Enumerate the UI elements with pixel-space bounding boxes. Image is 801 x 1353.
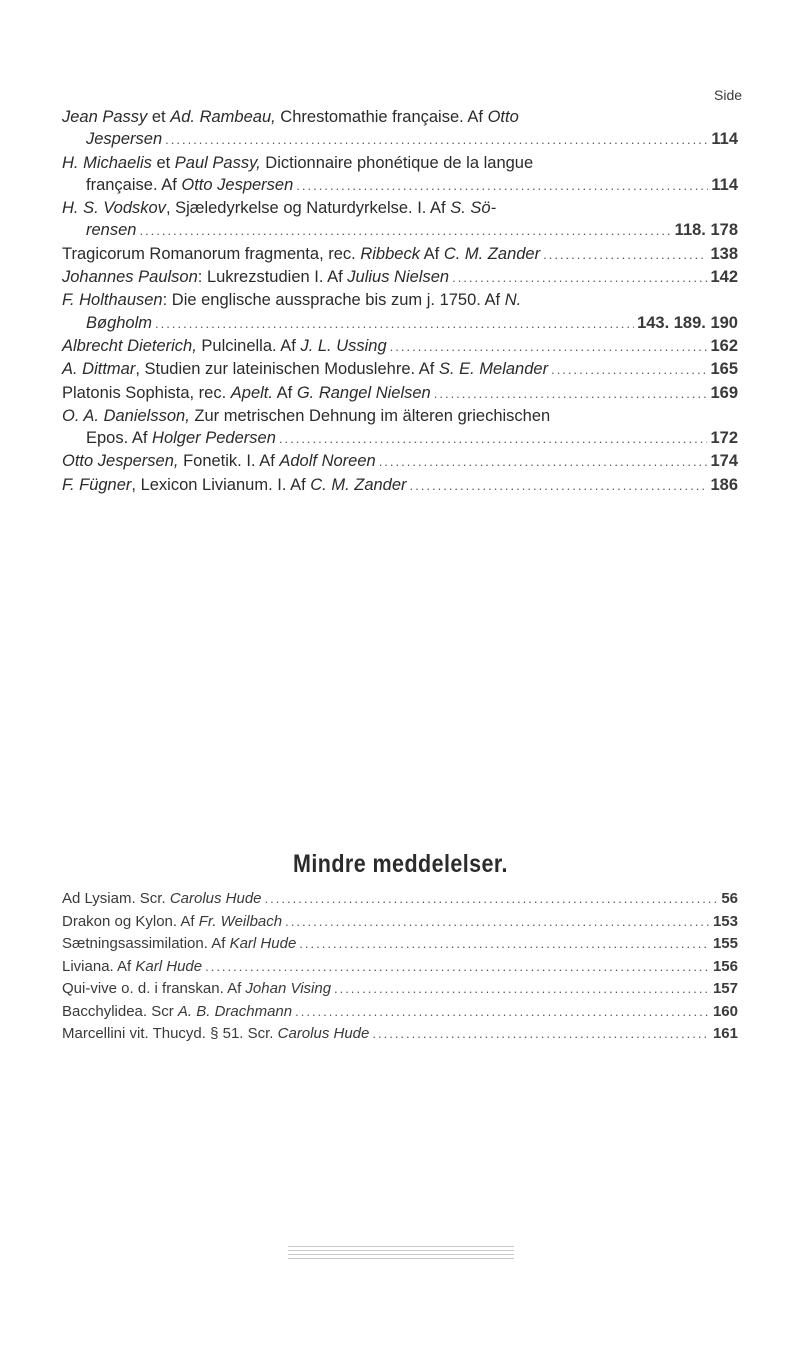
entry-line — [62, 405, 738, 427]
entry-line — [62, 243, 738, 266]
entry-line — [62, 933, 738, 956]
entry-text — [62, 266, 449, 288]
entry-text — [62, 450, 376, 472]
page-number: 143. 189. 190 — [637, 313, 738, 332]
entry-text — [62, 106, 519, 128]
toc-entry — [62, 382, 738, 405]
author-name: Otto — [487, 108, 519, 126]
leader-dots — [452, 267, 707, 289]
title-text: Af — [419, 244, 444, 263]
entry-text — [62, 474, 407, 496]
entry-text — [62, 335, 387, 357]
entry-text — [62, 243, 540, 265]
toc-entry — [62, 911, 738, 934]
entry-text — [62, 933, 296, 956]
author-name: Karl Hude — [229, 935, 297, 952]
author-name: G. Rangel Nielsen — [296, 383, 431, 402]
entry-line — [62, 427, 738, 450]
entry-line — [62, 335, 738, 358]
leader-dots — [265, 888, 719, 911]
author-name: Ad. Rambeau, — [170, 108, 276, 126]
toc-entry — [62, 450, 738, 473]
leader-dots — [434, 383, 708, 405]
leader-dots — [372, 1023, 710, 1046]
author-name: A. Dittmar — [62, 360, 136, 379]
page-number: 153 — [712, 912, 738, 930]
title-text: française. Af — [86, 175, 182, 194]
table-of-contents — [62, 106, 738, 497]
author-name: A. B. Drachmann — [177, 1002, 293, 1020]
entry-line — [62, 174, 738, 197]
entry-text — [62, 289, 521, 311]
toc-entry — [62, 1001, 738, 1024]
author-name: C. M. Zander — [443, 244, 541, 263]
toc-entry — [62, 1023, 738, 1046]
toc-entry — [62, 956, 738, 979]
entry-text — [62, 197, 496, 219]
toc-entry — [62, 106, 738, 152]
page-number: 162 — [710, 336, 738, 355]
leader-dots — [390, 336, 708, 358]
title-text: Platonis Sophista, rec. — [62, 383, 231, 402]
entry-text — [86, 174, 293, 196]
title-text: Chrestomathie française. Af — [275, 108, 488, 126]
entry-line — [62, 358, 738, 381]
author-name: Johannes Paulson — [62, 268, 198, 287]
leader-dots — [285, 911, 710, 934]
divider-rule — [288, 1250, 514, 1251]
entry-line — [62, 1001, 738, 1024]
entry-text — [62, 358, 548, 380]
page-number: 118. 178 — [674, 221, 738, 240]
leader-dots — [295, 1001, 710, 1024]
entry-text — [62, 405, 550, 427]
entry-text — [62, 956, 202, 979]
entry-text — [62, 978, 331, 1001]
entry-text — [86, 128, 162, 150]
author-name: Ribbeck — [360, 244, 420, 263]
leader-dots — [334, 978, 710, 1001]
page-number: 142 — [710, 268, 738, 287]
title-text: Bacchylidea. Scr — [62, 1002, 178, 1020]
leader-dots — [296, 175, 708, 197]
author-name: rensen — [86, 221, 137, 240]
title-text: Liviana. Af — [62, 957, 136, 975]
page-number: 161 — [712, 1025, 738, 1042]
author-name: F. Fügner — [62, 475, 132, 494]
author-name: Holger Pedersen — [152, 429, 276, 448]
section-title-minor: Mindre meddelelser. — [293, 850, 508, 878]
author-name: C. M. Zander — [310, 475, 407, 494]
entry-line — [62, 128, 738, 151]
divider-rule — [288, 1258, 514, 1259]
author-name: O. A. Danielsson, — [62, 406, 190, 425]
entry-line — [62, 266, 738, 289]
leader-dots — [139, 220, 671, 242]
page-number: 114 — [711, 175, 738, 194]
minor-contributions-list — [62, 888, 738, 1046]
toc-entry — [62, 197, 738, 243]
title-text: Ad Lysiam. Scr. — [62, 890, 170, 907]
entry-text — [86, 312, 152, 334]
leader-dots — [165, 129, 708, 151]
page-column-label: Side — [714, 87, 743, 103]
title-text: Dictionnaire phonétique de la langue — [260, 153, 534, 172]
leader-dots — [299, 933, 710, 956]
page-number: 160 — [712, 1002, 738, 1020]
title-text: Pulcinella. Af — [196, 336, 301, 355]
author-name: J. L. Ussing — [300, 336, 387, 355]
toc-entry — [62, 266, 738, 289]
leader-dots — [205, 956, 710, 979]
toc-entry — [62, 933, 738, 956]
toc-entry — [62, 474, 738, 497]
author-name: Otto Jespersen, — [62, 452, 179, 471]
leader-dots — [379, 451, 708, 473]
leader-dots — [543, 244, 707, 266]
author-name: Karl Hude — [135, 957, 203, 975]
title-text: Drakon og Kylon. Af — [62, 912, 199, 930]
author-name: H. S. Vodskov — [62, 199, 166, 218]
page-number: 186 — [710, 475, 738, 494]
author-name: N. — [504, 291, 522, 310]
entry-text — [62, 911, 282, 934]
author-name: Fr. Weilbach — [198, 912, 283, 930]
page-number: 174 — [710, 452, 738, 471]
page-number: 114 — [711, 130, 738, 149]
toc-entry — [62, 152, 738, 198]
author-name: F. Holthausen — [62, 291, 163, 310]
entry-text — [86, 219, 136, 241]
title-text: , Sjæledyrkelse og Naturdyrkelse. I. Af — [165, 199, 451, 218]
title-text: , Lexicon Livianum. I. Af — [131, 475, 311, 494]
entry-text — [62, 888, 262, 911]
title-text: , Studien zur lateinischen Moduslehre. Af — [135, 360, 439, 379]
page-number: 156 — [712, 957, 738, 975]
author-name: Apelt. — [230, 383, 273, 402]
entry-text — [62, 382, 431, 404]
toc-entry — [62, 888, 738, 911]
page-number: 165 — [710, 360, 738, 379]
title-text: : Lukrezstudien I. Af — [197, 268, 348, 287]
title-text: Sætningsassimilation. Af — [62, 935, 230, 952]
entry-line — [62, 152, 738, 174]
author-name: Bøgholm — [86, 313, 153, 332]
author-name: Carolus Hude — [169, 890, 262, 907]
page-number: 157 — [712, 980, 738, 997]
entry-line — [62, 382, 738, 405]
page-number: 169 — [710, 383, 738, 402]
divider-rule — [288, 1246, 514, 1247]
toc-entry — [62, 243, 738, 266]
author-name: Paul Passy, — [174, 153, 261, 172]
title-text: Tragicorum Romanorum fragmenta, rec. — [62, 244, 361, 263]
entry-line — [62, 289, 738, 311]
entry-line — [62, 888, 738, 911]
title-text: Qui-vive o. d. i franskan. Af — [62, 980, 246, 997]
author-name: S. E. Melander — [438, 360, 549, 379]
entry-text — [62, 152, 533, 174]
leader-dots — [279, 428, 708, 450]
toc-entry — [62, 978, 738, 1001]
author-name: H. Michaelis — [62, 153, 152, 172]
title-text: et — [147, 108, 171, 126]
leader-dots — [155, 313, 634, 335]
title-text: Zur metrischen Dehnung im älteren griechischen — [189, 406, 551, 425]
page-number: 138 — [710, 244, 738, 263]
divider-rule — [288, 1254, 514, 1255]
toc-entry — [62, 335, 738, 358]
entry-line — [62, 106, 738, 128]
leader-dots — [410, 475, 708, 497]
title-text: Marcellini vit. Thucyd. § 51. Scr. — [62, 1025, 278, 1042]
title-text: Epos. Af — [86, 429, 153, 448]
leader-dots — [551, 359, 707, 381]
page-number: 172 — [710, 429, 738, 448]
title-text: et — [151, 153, 175, 172]
title-text: Fonetik. I. Af — [178, 452, 280, 471]
entry-line — [62, 956, 738, 979]
author-name: Jean Passy — [62, 108, 148, 126]
entry-line — [62, 474, 738, 497]
entry-line — [62, 197, 738, 219]
author-name: Julius Nielsen — [347, 268, 450, 287]
author-name: Albrecht Dieterich, — [62, 336, 197, 355]
entry-line — [62, 1023, 738, 1046]
page-number: 56 — [721, 890, 738, 907]
toc-entry — [62, 289, 738, 335]
author-name: S. Sö- — [450, 199, 497, 218]
entry-line — [62, 911, 738, 934]
author-name: Johan Vising — [245, 980, 332, 997]
author-name: Jespersen — [86, 130, 163, 149]
author-name: Carolus Hude — [277, 1025, 370, 1042]
page-number: 155 — [712, 935, 738, 952]
entry-text — [86, 427, 276, 449]
title-text: Af — [272, 383, 297, 402]
entry-text — [62, 1023, 369, 1046]
author-name: Otto Jespersen — [181, 175, 294, 194]
entry-line — [62, 978, 738, 1001]
entry-line — [62, 450, 738, 473]
entry-text — [62, 1001, 292, 1024]
toc-entry — [62, 405, 738, 451]
title-text: : Die englische aussprache bis zum j. 1750. Af — [162, 291, 505, 310]
entry-line — [62, 219, 738, 242]
author-name: Adolf Noreen — [279, 452, 376, 471]
toc-entry — [62, 358, 738, 381]
entry-line — [62, 312, 738, 335]
